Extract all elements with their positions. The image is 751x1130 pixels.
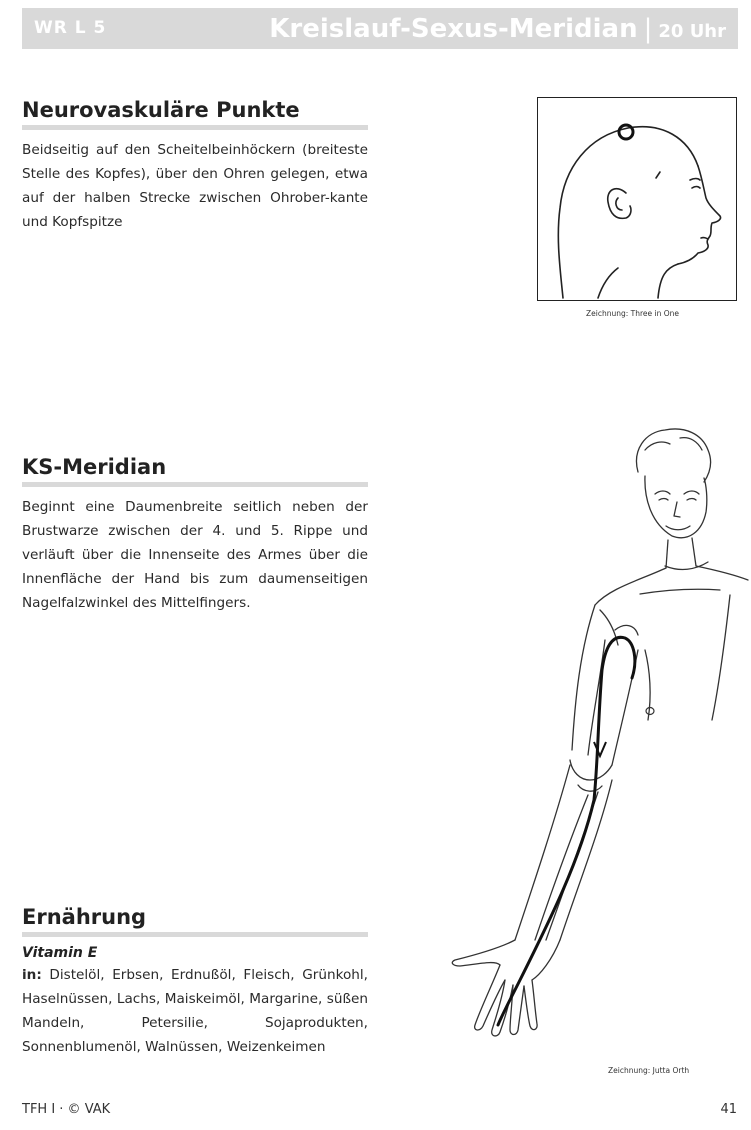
page-number: 41 bbox=[720, 1102, 737, 1117]
in-label: in: bbox=[22, 967, 42, 983]
vitamin-label: Vitamin E bbox=[22, 945, 98, 961]
food-list bbox=[22, 963, 368, 1059]
ks-meridian-text: Beginnt eine Daumenbreite seitlich neben der Brustwarze zwischen der 4. und 5. Rippe und verläuft über die Innenseite des Armes über die Innenfläche der Hand bis zum daumenseitigen Nagelfalzwinkel des Mittelfingers. bbox=[22, 499, 368, 611]
nutrition-heading: Ernährung bbox=[22, 905, 368, 937]
neurovascular-section bbox=[22, 98, 368, 234]
meridian-title: Kreislauf-Sexus-Meridian bbox=[269, 14, 638, 44]
ks-meridian-heading: KS-Meridian bbox=[22, 455, 368, 487]
neurovascular-heading: Neurovaskuläre Punkte bbox=[22, 98, 368, 130]
footer-copyright: TFH I · © VAK bbox=[22, 1102, 111, 1117]
neurovascular-text: Beidseitig auf den Scheitelbeinhöckern (breiteste Stelle des Kopfes), über den Ohren gelegen, etwa auf der halben Strecke zwischen Ohrober-kante und Kopfspitze bbox=[22, 142, 368, 230]
meridian-time: 20 Uhr bbox=[658, 21, 726, 42]
head-drawing bbox=[538, 98, 736, 300]
nutrition-section bbox=[22, 905, 368, 1059]
lesson-code: WR L 5 bbox=[34, 18, 107, 38]
title-separator: | bbox=[643, 14, 653, 44]
arm-meridian-illustration bbox=[440, 420, 750, 1045]
neurovascular-point-marker bbox=[619, 125, 633, 139]
page-title bbox=[269, 14, 726, 44]
head-caption: Zeichnung: Three in One bbox=[586, 309, 680, 318]
page-header bbox=[22, 8, 738, 49]
foods-text: Distelöl, Erbsen, Erdnußöl, Fleisch, Grünkohl, Haselnüssen, Lachs, Maiskeimöl, Margarine, süßen Mandeln, Petersilie, Sojaprodukten, Sonnenblumenöl, Walnüssen, Weizenkeimen bbox=[22, 967, 368, 1055]
ks-meridian-section bbox=[22, 455, 368, 615]
head-illustration bbox=[537, 97, 737, 301]
ks-meridian-path bbox=[498, 637, 635, 1025]
arm-caption: Zeichnung: Jutta Orth bbox=[608, 1066, 690, 1075]
